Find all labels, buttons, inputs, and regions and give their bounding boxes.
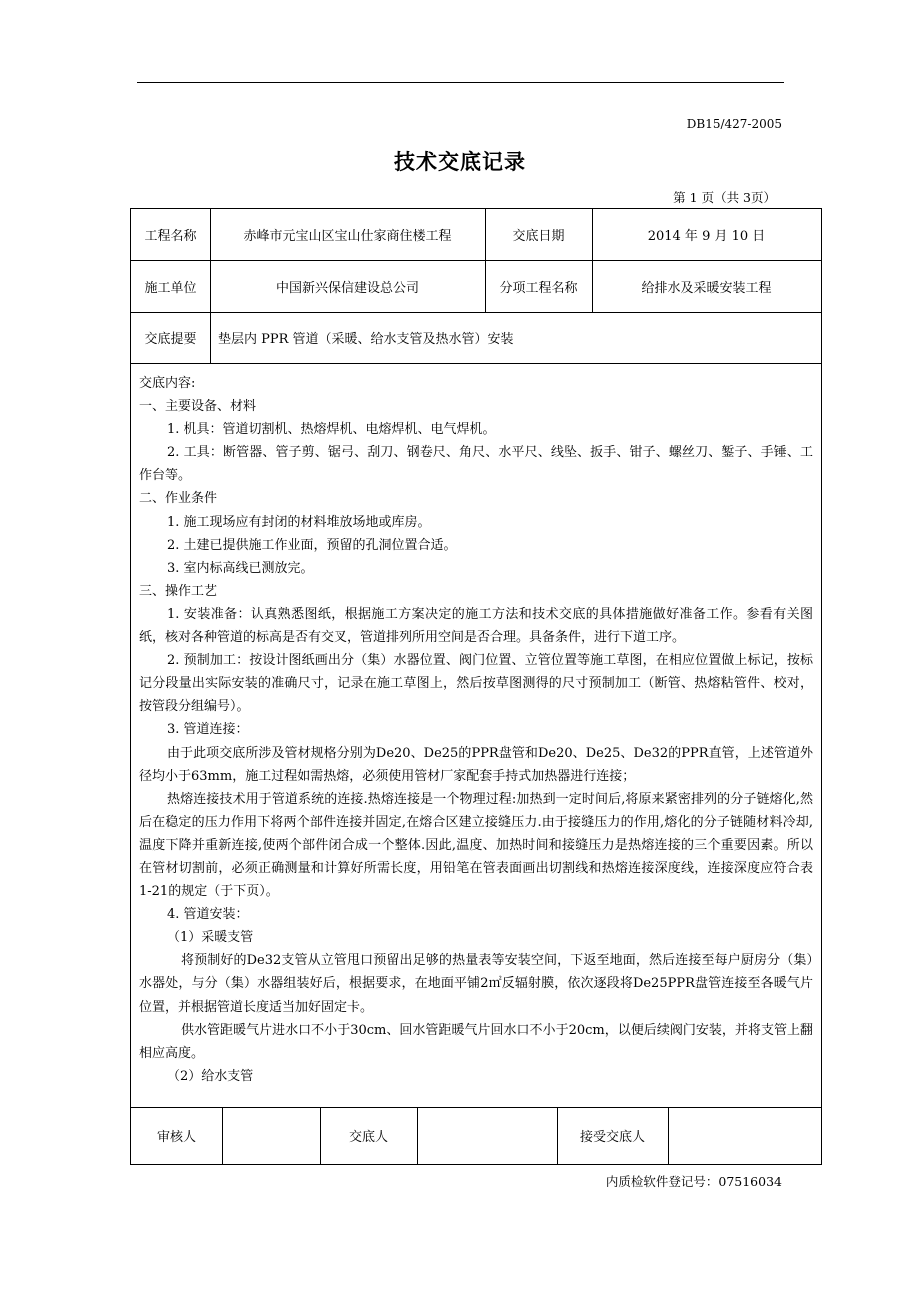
date-value: 2014 年 9 月 10 日 [647,229,766,244]
section-heading: 三、操作工艺 [139,583,218,599]
content-item: 3. 管道连接： [167,722,249,738]
disclosure-content [131,363,821,1107]
content-item: 3. 室内标高线已测放完。 [167,560,314,576]
content-paragraph: 由于此项交底所涉及管材规格分别为De20、De25的PPR盘管和De20、De25、De32的PPR直管，上述管道外径均小于63mm，施工过程如需热熔，必须使用管材厂家配套手持式加热器进行连接； [139,745,813,784]
reviewer-signature-field[interactable] [222,1107,320,1164]
header-rule [137,82,784,83]
sub-project-value: 给排水及采暖安装工程 [641,280,772,296]
unit-label: 施工单位 [144,280,197,296]
summary-label: 交底提要 [144,332,197,347]
discloser-label: 交底人 [348,1130,388,1145]
content-paragraph: 将预制好的De32支管从立管甩口预留出足够的热量表等安装空间，下返至地面，然后连接至每户厨房分（集）水器处，与分（集）水器组装好后，根据要求，在地面平铺2㎡反辐射膜，依次逐段将De25PPR盘管连接至各暖气片位置，并根据管道长度适当加好固定卡。 [139,953,813,1015]
content-item: 2. 预制加工：按设计图纸画出分（集）水器位置、阀门位置、立管位置等施工草图，在相应位置做上标记，按标记分段量出实际安装的准确尺寸，记录在施工草图上，然后按草图测得的尺寸预制加工（断管、热熔粘管件、校对，按管段分组编号）。 [139,653,813,715]
reviewer-label: 审核人 [156,1130,196,1145]
content-item: 2. 工具：断管器、管子剪、锯弓、刮刀、钢卷尺、角尺、水平尺、线坠、扳手、钳子、螺丝刀、錾子、手锤、工作台等。 [139,445,813,484]
content-item: 4. 管道安装： [167,907,249,923]
receiver-signature-field[interactable] [668,1107,821,1164]
content-item: 1. 机具：管道切割机、热熔焊机、电熔焊机、电气焊机。 [167,422,496,438]
content-heading: 交底内容: [139,376,196,391]
summary-value: 垫层内 PPR 管道（采暖、给水支管及热水管）安装 [218,332,514,347]
date-label: 交底日期 [512,229,565,244]
content-item: 1. 安装准备：认真熟悉图纸，根据施工方案决定的施工方法和技术交底的具体措施做好准备工作。参看有关图纸，核对各种管道的标高是否有交叉，管道排列所用空间是否合理。具备条件，进行下道工序。 [139,606,813,646]
content-item: 2. 土建已提供施工作业面，预留的孔洞位置合适。 [167,537,457,553]
record-form [130,208,822,1165]
content-item: 1. 施工现场应有封闭的材料堆放场地或库房。 [167,514,431,530]
registration-number: 内质检软件登记号：07516034 [605,1174,782,1189]
unit-value: 中国新兴保信建设总公司 [275,280,419,296]
content-paragraph: 供水管距暖气片进水口不小于30cm、回水管距暖气片回水口不小于20cm，以便后续阀门安装，并将支管上翻相应高度。 [139,1022,813,1061]
page-title: 技术交底记录 [394,149,526,174]
discloser-signature-field[interactable] [417,1107,557,1164]
content-subitem: （2）给水支管 [167,1068,254,1084]
standard-code: DB15/427-2005 [686,117,782,131]
content-paragraph: 热熔连接技术用于管道系统的连接.热熔连接是一个物理过程:加热到一定时间后,将原来紧密排列的分子链熔化,然后在稳定的压力作用下将两个部件连接并固定,在熔合区建立接缝压力.由于接缝压力的作用,熔化的分子链随材料冷却,温度下降并重新连接,使两个部件闭合成一个整体.因此,温度、加热时间和接缝压力是热熔连接的三个重要因素。所以在管材切割前，必须正确测量和计算好所需长度，用铅笔在管表面画出切割线和热熔连接深度线，连接深度应符合表1-21的规定（于下页）。 [139,791,813,900]
section-heading: 二、作业条件 [139,491,218,507]
project-name-label: 工程名称 [144,229,197,244]
sub-project-label: 分项工程名称 [499,280,578,296]
page-number: 第 1 页（共 3页） [673,190,776,205]
section-heading: 一、主要设备、材料 [139,399,257,415]
content-subitem: （1）采暖支管 [167,930,254,946]
receiver-label: 接受交底人 [579,1130,645,1145]
project-name-value: 赤峰市元宝山区宝山仕家商住楼工程 [243,229,452,244]
